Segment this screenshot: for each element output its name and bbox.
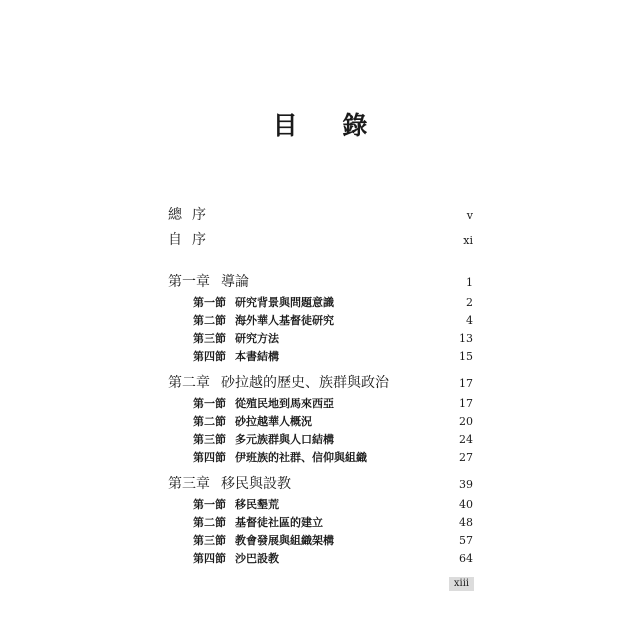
toc-chapter-1[interactable] bbox=[168, 271, 473, 291]
entry-page: 17 bbox=[459, 377, 473, 390]
toc-section[interactable] bbox=[193, 348, 473, 364]
entry-page: 57 bbox=[459, 534, 473, 547]
toc-section[interactable] bbox=[193, 395, 473, 411]
entry-page: 1 bbox=[466, 276, 473, 289]
toc-section[interactable] bbox=[193, 449, 473, 465]
toc-section[interactable] bbox=[193, 330, 473, 346]
section-number: 第三節 bbox=[193, 332, 226, 345]
section-title: 從殖民地到馬來西亞 bbox=[235, 397, 334, 410]
entry-page: 20 bbox=[459, 415, 473, 428]
chapter-number: 第一章 bbox=[168, 274, 210, 290]
toc-section[interactable] bbox=[193, 431, 473, 447]
section-number: 第四節 bbox=[193, 350, 226, 363]
section-title: 多元族群與人口結構 bbox=[235, 433, 334, 446]
section-number: 第二節 bbox=[193, 314, 226, 327]
entry-label: 總序 bbox=[168, 207, 216, 223]
section-title: 砂拉越華人概況 bbox=[235, 415, 312, 428]
chapter-title: 砂拉越的歷史、族群與政治 bbox=[221, 375, 389, 391]
chapter-number: 第二章 bbox=[168, 375, 210, 391]
toc-section[interactable] bbox=[193, 294, 473, 310]
toc-section[interactable] bbox=[193, 496, 473, 512]
entry-page: xi bbox=[463, 234, 473, 247]
section-number: 第一節 bbox=[193, 397, 226, 410]
toc-section[interactable] bbox=[193, 532, 473, 548]
chapter-number: 第三章 bbox=[168, 476, 210, 492]
chapter-title: 移民與設教 bbox=[221, 476, 291, 492]
section-number: 第四節 bbox=[193, 451, 226, 464]
toc-chapter-2[interactable] bbox=[168, 372, 473, 392]
section-title: 伊班族的社群、信仰與組織 bbox=[235, 451, 367, 464]
section-title: 沙巴設教 bbox=[235, 552, 279, 565]
section-number: 第四節 bbox=[193, 552, 226, 565]
section-title: 教會發展與組織架構 bbox=[235, 534, 334, 547]
entry-page: 15 bbox=[459, 350, 473, 363]
entry-page: 17 bbox=[459, 397, 473, 410]
toc-section[interactable] bbox=[193, 312, 473, 328]
section-number: 第一節 bbox=[193, 498, 226, 511]
entry-page: 4 bbox=[466, 314, 473, 327]
page-number-folio: xiii bbox=[449, 577, 474, 591]
section-title: 移民墾荒 bbox=[235, 498, 279, 511]
toc-section[interactable] bbox=[193, 550, 473, 566]
section-number: 第三節 bbox=[193, 534, 226, 547]
chapter-title: 導論 bbox=[221, 274, 249, 290]
entry-page: 2 bbox=[466, 296, 473, 309]
section-number: 第一節 bbox=[193, 296, 226, 309]
section-title: 研究背景與問題意識 bbox=[235, 296, 334, 309]
toc-section[interactable] bbox=[193, 514, 473, 530]
toc-section[interactable] bbox=[193, 413, 473, 429]
section-number: 第二節 bbox=[193, 516, 226, 529]
section-title: 研究方法 bbox=[235, 332, 279, 345]
entry-page: 48 bbox=[459, 516, 473, 529]
toc-entry-preface-author[interactable] bbox=[168, 229, 473, 249]
section-title: 海外華人基督徒研究 bbox=[235, 314, 334, 327]
entry-page: v bbox=[466, 209, 473, 222]
entry-page: 24 bbox=[459, 433, 473, 446]
section-number: 第三節 bbox=[193, 433, 226, 446]
section-title: 基督徒社區的建立 bbox=[235, 516, 323, 529]
page-title: 目 錄 bbox=[272, 111, 386, 140]
entry-page: 40 bbox=[459, 498, 473, 511]
entry-page: 13 bbox=[459, 332, 473, 345]
entry-label: 自序 bbox=[168, 232, 216, 248]
entry-page: 39 bbox=[459, 478, 473, 491]
toc-entry-preface-general[interactable] bbox=[168, 204, 473, 224]
section-number: 第二節 bbox=[193, 415, 226, 428]
entry-page: 27 bbox=[459, 451, 473, 464]
toc-chapter-3[interactable] bbox=[168, 473, 473, 493]
section-title: 本書結構 bbox=[235, 350, 279, 363]
entry-page: 64 bbox=[459, 552, 473, 565]
